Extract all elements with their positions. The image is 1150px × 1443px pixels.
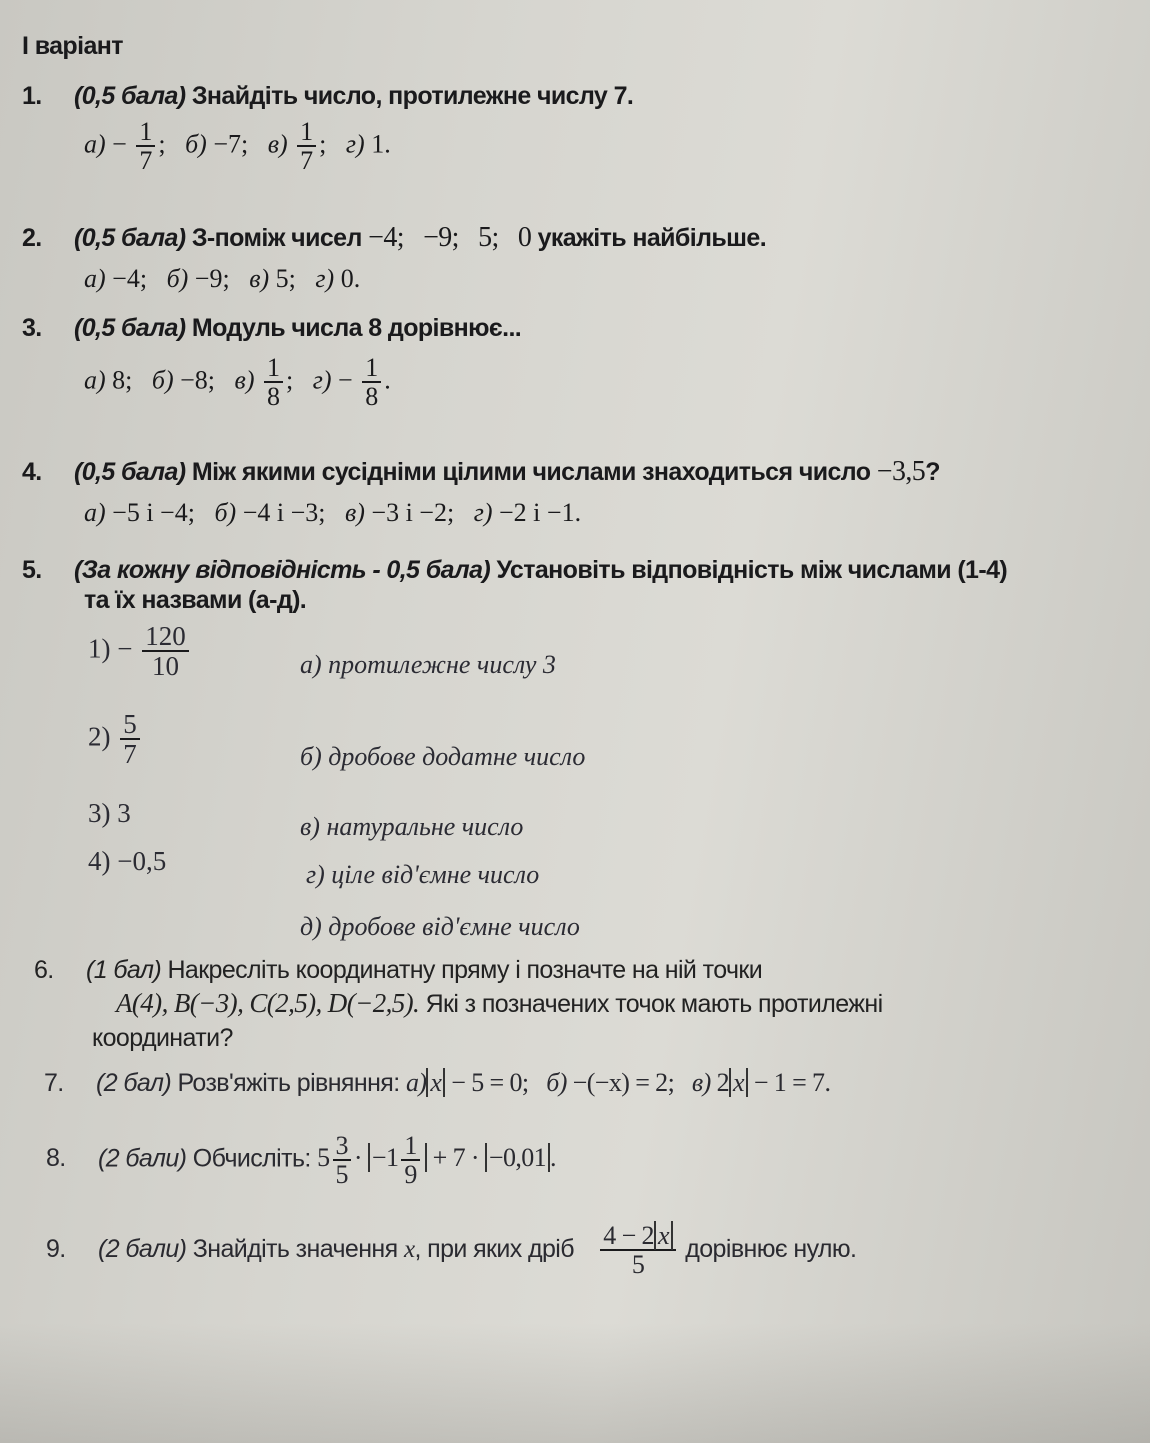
numerator: 3 [333, 1132, 351, 1161]
question-number: 5. [22, 556, 42, 584]
question-4-options [84, 498, 581, 528]
option-b-value: −7; [213, 129, 249, 159]
option-c-label: в) [249, 264, 270, 293]
question-points: (2 бали) [98, 1144, 187, 1173]
question-1 [22, 82, 633, 111]
separator: . [384, 365, 391, 395]
option-a-label: а) [84, 264, 106, 293]
numbers-list: −4; −9; 5; 0 [368, 222, 532, 253]
question-text: Знайдіть значення [186, 1234, 398, 1263]
eq-b: −(−x) = 2; [572, 1068, 675, 1097]
option-a-label: а) [84, 498, 106, 527]
numerator-pre: 4 − 2 [603, 1221, 654, 1250]
option-b-label: б) [214, 498, 237, 527]
numerator: 1 [401, 1132, 419, 1161]
question-7 [44, 1068, 830, 1098]
numerator-abs: x [654, 1221, 673, 1250]
question-text: Знайдіть число, протилежне числу 7. [185, 82, 634, 110]
option-a-label: а) [84, 365, 106, 395]
numerator: 1 [362, 354, 381, 383]
option-d-value: 0. [340, 264, 361, 293]
item-label: 4) [88, 846, 111, 876]
abs-group-2: −0,01 [485, 1143, 550, 1172]
option-a-fraction [136, 118, 155, 175]
option-a-label: а) [84, 129, 106, 159]
match-name-d: г) ціле від'ємне число [306, 860, 540, 889]
item-value: 3 [117, 798, 131, 828]
separator: ; [319, 129, 327, 159]
question-text: Розв'яжіть рівняння: [171, 1069, 400, 1097]
question-4 [22, 456, 940, 488]
item-value: −0,5 [117, 846, 167, 876]
item-fraction [120, 710, 140, 769]
option-c-value: −3 і −2; [371, 498, 455, 527]
question-2 [22, 222, 766, 254]
question-3-options [84, 354, 391, 411]
equations [406, 1068, 830, 1097]
variant-title: І варіант [22, 32, 123, 60]
option-d-sign: − [338, 365, 353, 395]
denominator: 5 [335, 1160, 348, 1190]
eq-a-rest: − 5 = 0; [445, 1068, 529, 1097]
points-list: A(4), B(−3), C(2,5), D(−2,5). [116, 988, 420, 1018]
variable: x [403, 1235, 415, 1263]
question-text: Обчисліть: [186, 1144, 311, 1173]
question-points: (2 бали) [98, 1234, 187, 1263]
numerator [600, 1222, 676, 1251]
question-number: 4. [22, 458, 42, 486]
option-c-label: в) [234, 365, 255, 395]
separator: ; [285, 365, 294, 395]
option-b-label: б) [151, 365, 174, 395]
match-item-1 [88, 622, 192, 681]
question-number: 6. [34, 956, 54, 984]
eq-c-rest: − 1 = 7. [747, 1068, 831, 1097]
question-number: 2. [22, 224, 42, 252]
mixed-fraction-2 [401, 1132, 419, 1189]
numerator: 1 [136, 118, 155, 147]
question-6-line-3: координати? [92, 1024, 233, 1052]
match-name-b: б) дробове додатне число [300, 742, 586, 771]
numerator: 120 [142, 622, 189, 652]
option-b-label: б) [185, 129, 207, 159]
question-6 [34, 956, 762, 985]
question-text: Модуль числа 8 дорівнює... [185, 314, 522, 342]
separator: ; [158, 129, 166, 159]
eq-c-pre: 2 [716, 1068, 729, 1097]
option-d-label: г) [345, 129, 365, 159]
eq-a-abs: x [426, 1068, 445, 1097]
abs-group-1 [368, 1131, 427, 1190]
denominator: 7 [123, 739, 137, 770]
item-label: 1) [88, 633, 111, 664]
question-9 [46, 1222, 856, 1279]
question-points: (2 бал) [96, 1069, 172, 1097]
question-tail: укажіть найбільше. [531, 224, 767, 252]
eq-c-abs: x [729, 1068, 748, 1097]
option-c-label: в) [267, 129, 288, 159]
denominator: 8 [365, 382, 379, 412]
question-text: Між якими сусідніми цілими числами знаходиться число [185, 458, 871, 486]
question-2-options [84, 264, 360, 294]
question-6-line-2 [116, 988, 883, 1019]
eq-b-label: б) [546, 1068, 567, 1097]
denominator: 10 [151, 651, 179, 682]
item-sign: − [117, 633, 133, 664]
eq-c-label: в) [691, 1068, 711, 1097]
option-d-label: г) [315, 264, 335, 293]
item-fraction [142, 622, 189, 681]
expression [317, 1131, 556, 1190]
option-a-value: −4; [112, 264, 148, 293]
numerator: 1 [264, 354, 283, 383]
match-item-2 [88, 710, 143, 769]
question-points: (0,5 бала) [74, 82, 186, 110]
denominator: 8 [266, 382, 280, 412]
question-1-options [84, 118, 391, 175]
denominator: 5 [631, 1250, 645, 1280]
fraction-expression [600, 1222, 676, 1279]
option-b-value: −8; [180, 365, 216, 395]
eq-a-label: а) [405, 1068, 427, 1097]
question-mid: , при яких дріб [414, 1234, 574, 1263]
question-number: 3. [22, 314, 42, 342]
question-mark: ? [925, 458, 940, 486]
question-text: Накресліть координатну пряму і позначте на ній точки [161, 956, 763, 984]
option-c-label: в) [344, 498, 365, 527]
option-d-value: −2 і −1. [499, 498, 582, 527]
option-a-sign: − [112, 129, 127, 159]
denominator: 7 [139, 146, 153, 176]
match-item-3 [88, 798, 131, 829]
expression-rest: + 7 · [426, 1143, 485, 1173]
question-tail: Які з позначених точок мають протилежні [419, 990, 883, 1018]
question-5-line-2: та їх назвами (а-д). [84, 586, 307, 614]
option-d-label: г) [473, 498, 493, 527]
question-number: 7. [44, 1069, 64, 1097]
item-label: 2) [88, 721, 111, 752]
number-value: −3,5 [876, 456, 926, 487]
question-number: 8. [46, 1144, 66, 1173]
match-name-c: в) натуральне число [300, 812, 524, 841]
match-name-a: а) протилежне числу 3 [300, 650, 556, 679]
question-number: 9. [46, 1234, 66, 1263]
question-points: (За кожну відповідність - 0,5 бала) [74, 556, 491, 584]
mixed-whole-1: 5 [317, 1143, 330, 1173]
bottom-shadow [0, 1323, 1150, 1443]
match-name-e: д) дробове від'ємне число [300, 912, 580, 941]
question-5 [22, 556, 1007, 585]
question-points: (0,5 бала) [74, 458, 186, 486]
numerator: 5 [120, 710, 140, 740]
question-number: 1. [22, 82, 42, 110]
option-c-fraction [264, 354, 283, 411]
denominator: 9 [404, 1160, 417, 1190]
mixed-fraction-1 [333, 1132, 351, 1189]
option-a-value: 8; [112, 365, 133, 395]
mixed-whole-2: −1 [371, 1143, 399, 1173]
question-tail: дорівнює нулю. [678, 1234, 857, 1263]
question-3 [22, 314, 521, 343]
option-d-label: г) [312, 365, 332, 395]
option-c-fraction [297, 118, 316, 175]
question-points: (0,5 бала) [74, 224, 186, 252]
option-a-value: −5 і −4; [112, 498, 195, 527]
option-b-label: б) [166, 264, 189, 293]
question-8 [46, 1132, 556, 1189]
question-points: (0,5 бала) [74, 314, 186, 342]
match-item-4 [88, 846, 166, 877]
question-text: З-поміж чисел [185, 224, 362, 252]
expression-end: . [550, 1143, 556, 1173]
option-b-value: −9; [194, 264, 230, 293]
option-b-value: −4 і −3; [242, 498, 326, 527]
question-text: Установіть відповідність між числами (1-4) [490, 556, 1008, 584]
denominator: 7 [300, 146, 314, 176]
question-points: (1 бал) [86, 956, 162, 984]
item-label: 3) [88, 798, 111, 828]
multiply-dot: · [353, 1143, 362, 1173]
option-c-value: 5; [275, 264, 296, 293]
numerator: 1 [297, 118, 316, 147]
option-d-value: 1. [371, 129, 391, 159]
option-d-fraction [362, 354, 381, 411]
